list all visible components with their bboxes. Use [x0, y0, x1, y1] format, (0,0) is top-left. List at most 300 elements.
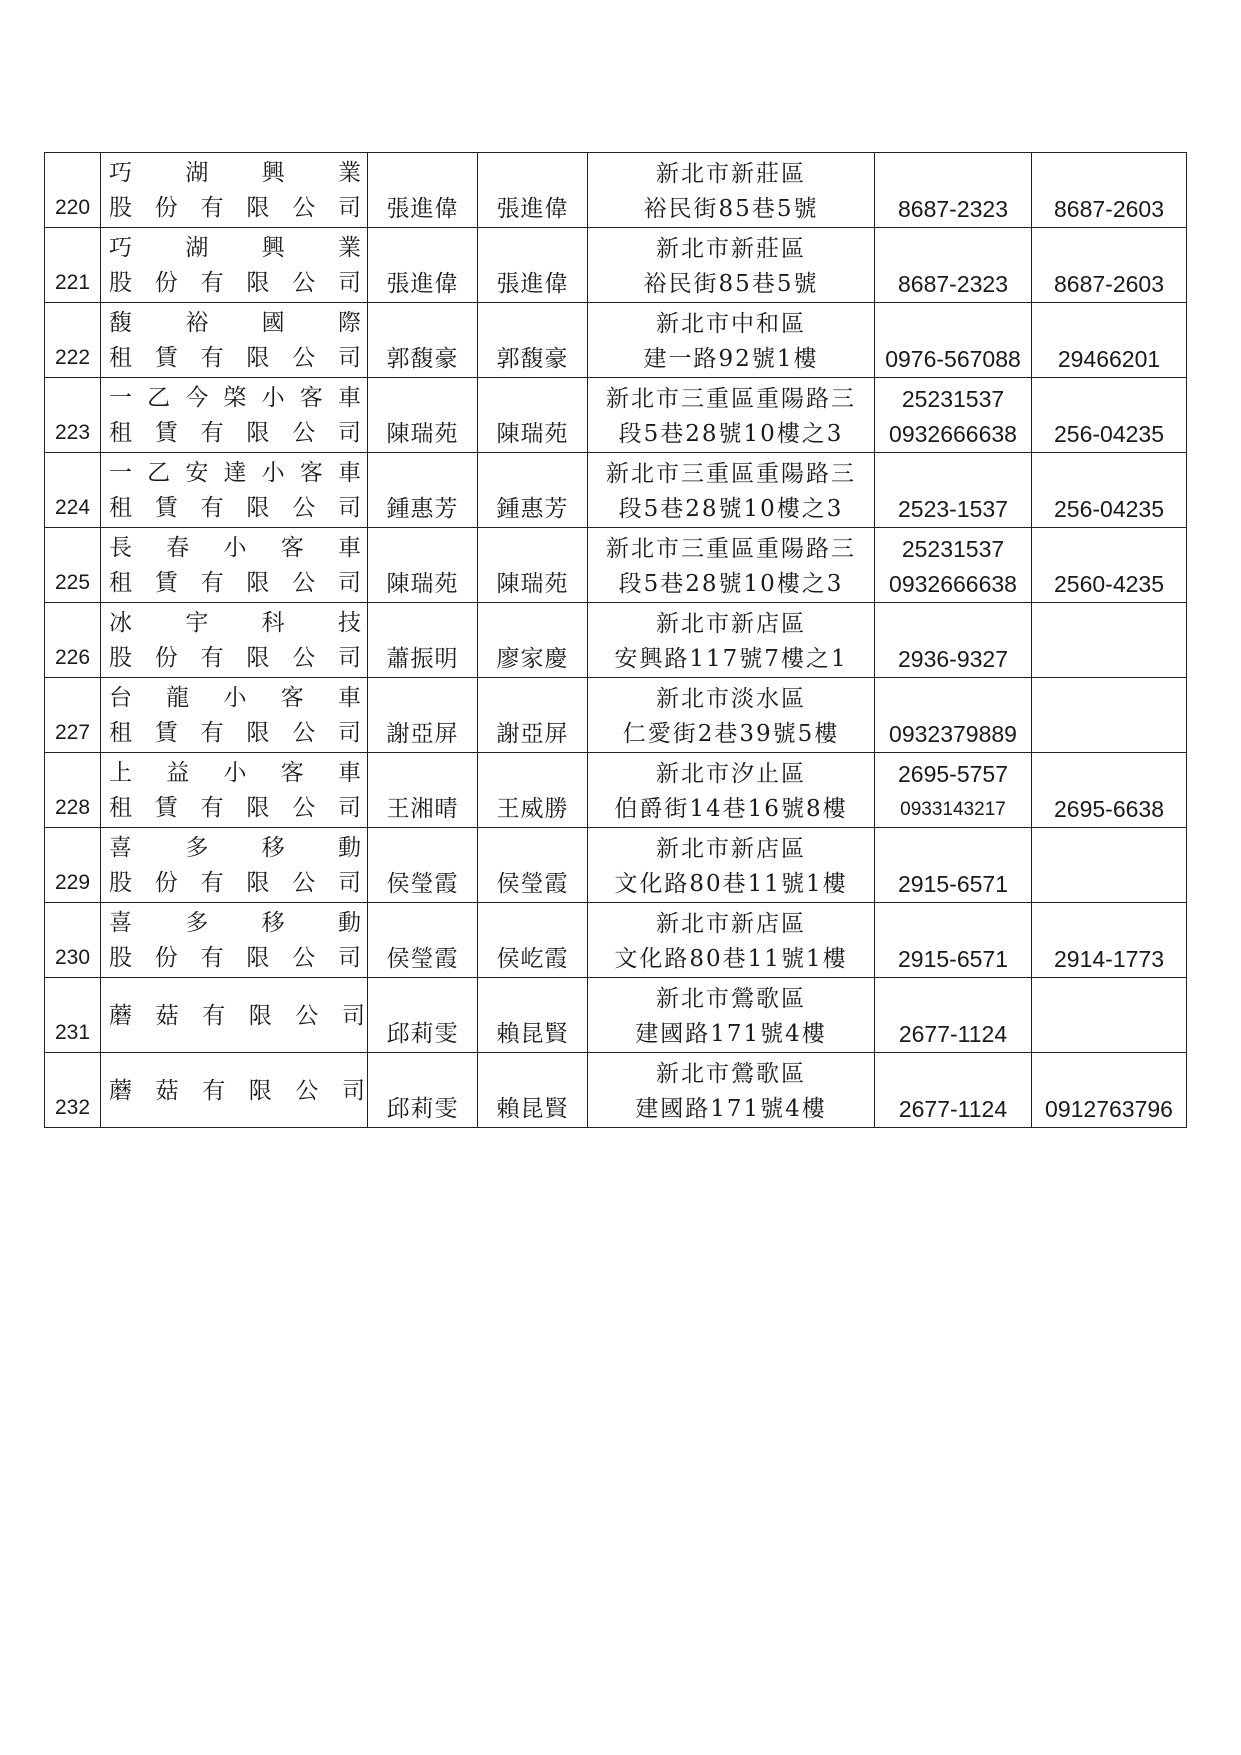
- company-name-char: 限: [246, 795, 270, 821]
- company-name-char: 司: [337, 945, 361, 971]
- company-name-char: 移: [261, 835, 285, 861]
- company-name-char: 小: [261, 385, 285, 411]
- phone-number: [875, 982, 1031, 1017]
- phone-number: [875, 1057, 1031, 1092]
- manager: 陳瑞苑: [478, 528, 588, 603]
- company-name-char: 公: [292, 195, 316, 221]
- address-cell: [588, 153, 875, 228]
- company-name-char: 台: [109, 685, 132, 711]
- company-name-char: 棨: [223, 385, 247, 411]
- company-name-char: 多: [185, 910, 209, 936]
- company-name-char: 租: [109, 720, 132, 746]
- manager: 張進偉: [478, 153, 588, 228]
- company-name-char: 限: [246, 420, 270, 446]
- company-name-char: 車: [338, 685, 361, 711]
- row-number: 227: [45, 678, 101, 753]
- company-name-char: 巧: [109, 160, 132, 186]
- company-name-char: 份: [154, 270, 178, 296]
- company-name-char: 喜: [109, 835, 132, 861]
- address-cell: [588, 453, 875, 528]
- fax-number: 8687-2603: [1032, 228, 1187, 303]
- company-name-char: 公: [292, 270, 316, 296]
- company-name-char: 技: [337, 610, 361, 636]
- address-line: 新北市中和區: [656, 311, 806, 337]
- phone-number: 2915-6571: [898, 871, 1008, 897]
- representative: 侯瑩霞: [368, 903, 478, 978]
- company-name-char: 司: [337, 645, 361, 671]
- company-name-char: 份: [154, 645, 178, 671]
- company-name-char: 限: [246, 870, 270, 896]
- company-name-char: 有: [200, 645, 224, 671]
- company-name-char: 有: [202, 1002, 226, 1029]
- row-number: 232: [45, 1053, 101, 1128]
- company-name-char: 際: [337, 310, 361, 336]
- phone-number: [875, 307, 1031, 342]
- address-line: 新北市新莊區: [656, 236, 806, 262]
- company-name-cell: [101, 378, 368, 453]
- row-number: 222: [45, 303, 101, 378]
- fax-number: [1032, 678, 1187, 753]
- phone-number: 0933143217: [900, 799, 1006, 820]
- company-name-cell: [101, 753, 368, 828]
- company-name-char: 乙: [147, 460, 171, 486]
- address-line: 建一路92號1樓: [643, 346, 819, 372]
- company-name-char: 賃: [154, 570, 178, 596]
- table-row: [45, 228, 1187, 303]
- company-name-char: 限: [246, 270, 270, 296]
- fax-number: [1032, 828, 1187, 903]
- table-row: [45, 678, 1187, 753]
- row-number: 226: [45, 603, 101, 678]
- phone-number: 25231537: [901, 536, 1005, 562]
- phone-number: 2677-1124: [898, 1096, 1008, 1122]
- fax-number: 29466201: [1032, 303, 1187, 378]
- company-name-char: 有: [200, 795, 224, 821]
- manager: 郭馥豪: [478, 303, 588, 378]
- representative: 郭馥豪: [368, 303, 478, 378]
- manager: 鍾惠芳: [478, 453, 588, 528]
- phone-number: [875, 832, 1031, 867]
- company-name-cell: [101, 678, 368, 753]
- company-name-char: 興: [261, 235, 285, 261]
- company-name-char: 司: [337, 720, 361, 746]
- company-name-line: [101, 566, 367, 601]
- table-row: [45, 378, 1187, 453]
- phone-cell: [875, 378, 1032, 453]
- phone-number: 25231537: [901, 386, 1005, 412]
- company-name-char: 租: [109, 345, 132, 371]
- representative: 邱莉雯: [368, 1053, 478, 1128]
- phone-number: 2677-1124: [898, 1021, 1008, 1047]
- company-name-char: 車: [337, 460, 361, 486]
- phone-cell: [875, 528, 1032, 603]
- phone-number: 8687-2323: [898, 271, 1008, 297]
- company-name-cell: [101, 528, 368, 603]
- company-name-char: 份: [154, 870, 178, 896]
- company-name-char: 宇: [185, 610, 209, 636]
- company-name-cell: [101, 453, 368, 528]
- company-name-cell: [101, 228, 368, 303]
- address-cell: [588, 378, 875, 453]
- row-number: 223: [45, 378, 101, 453]
- company-name-char: 達: [223, 460, 247, 486]
- phone-cell: [875, 828, 1032, 903]
- company-name-char: 賃: [154, 495, 178, 521]
- row-number: 230: [45, 903, 101, 978]
- company-name-char: 賃: [154, 420, 178, 446]
- address-cell: [588, 303, 875, 378]
- company-name-char: 有: [200, 570, 224, 596]
- address-cell: [588, 828, 875, 903]
- table-row: [45, 153, 1187, 228]
- company-name-char: 司: [337, 870, 361, 896]
- phone-number: 0932379889: [889, 721, 1017, 747]
- representative: 張進偉: [368, 228, 478, 303]
- company-name-char: 有: [202, 1077, 226, 1104]
- fax-number: [1032, 603, 1187, 678]
- address-line: 文化路80巷11號1樓: [614, 946, 848, 972]
- company-name-char: 湖: [185, 160, 209, 186]
- row-number: 221: [45, 228, 101, 303]
- company-name-char: 司: [337, 570, 361, 596]
- company-name-char: 賃: [154, 345, 178, 371]
- company-name-line: [101, 756, 367, 791]
- company-name-char: 公: [292, 570, 316, 596]
- address-cell: [588, 603, 875, 678]
- company-name-char: 上: [109, 760, 132, 786]
- phone-number: [875, 232, 1031, 267]
- company-name-char: 司: [341, 1077, 365, 1104]
- row-number: 229: [45, 828, 101, 903]
- company-name-char: 司: [337, 795, 361, 821]
- address-cell: [588, 753, 875, 828]
- company-name-char: 限: [246, 570, 270, 596]
- address-line: 段5巷28號10樓之3: [618, 571, 844, 597]
- company-name-char: 有: [200, 270, 224, 296]
- phone-cell: [875, 303, 1032, 378]
- company-name-char: 小: [261, 460, 285, 486]
- company-name-char: 小: [223, 685, 247, 711]
- manager: 賴昆賢: [478, 1053, 588, 1128]
- company-name-line: [101, 906, 367, 941]
- phone-cell: [875, 603, 1032, 678]
- address-line: 裕民街85巷5號: [643, 271, 819, 297]
- company-name-line: [101, 156, 367, 191]
- company-name-char: 有: [200, 495, 224, 521]
- company-name-char: 租: [109, 495, 132, 521]
- phone-cell: [875, 678, 1032, 753]
- company-name-char: 租: [109, 795, 132, 821]
- row-number: 220: [45, 153, 101, 228]
- company-name-line: [101, 866, 367, 901]
- address-line: 建國路171號4樓: [635, 1021, 827, 1047]
- company-name-char: 移: [261, 910, 285, 936]
- company-name-char: 股: [109, 645, 132, 671]
- company-name-char: 有: [200, 720, 224, 746]
- address-line: 裕民街85巷5號: [643, 196, 819, 222]
- company-name-char: 春: [166, 535, 190, 561]
- company-name-char: 公: [292, 645, 316, 671]
- company-name-char: 司: [341, 1002, 365, 1029]
- company-name-char: 股: [109, 870, 132, 896]
- address-cell: [588, 678, 875, 753]
- phone-number: 2915-6571: [898, 946, 1008, 972]
- company-name: [101, 455, 367, 527]
- company-name-char: 司: [337, 345, 361, 371]
- address-line: 伯爵街14巷16號8樓: [614, 796, 848, 822]
- representative: 侯瑩霞: [368, 828, 478, 903]
- phone-number: 2936-9327: [898, 646, 1008, 672]
- company-name-line: [101, 456, 367, 491]
- table-row: [45, 753, 1187, 828]
- company-name: [101, 830, 367, 902]
- company-name-char: 車: [338, 760, 361, 786]
- phone-cell: [875, 753, 1032, 828]
- manager: 謝亞屏: [478, 678, 588, 753]
- company-name-char: 股: [109, 945, 132, 971]
- company-name: [101, 905, 367, 977]
- company-name-char: 限: [248, 1077, 272, 1104]
- company-name-char: 司: [337, 270, 361, 296]
- company-name-line: [101, 191, 367, 226]
- phone-number: [875, 682, 1031, 717]
- address-line: 新北市三重區重陽路三: [606, 536, 856, 562]
- company-name-char: 馥: [109, 310, 132, 336]
- company-name-char: 動: [337, 835, 361, 861]
- table-row: [45, 978, 1187, 1053]
- phone-cell: [875, 1053, 1032, 1128]
- company-name-char: 科: [261, 610, 285, 636]
- company-name-char: 租: [109, 420, 132, 446]
- company-name-cell: [101, 603, 368, 678]
- company-name-char: 一: [109, 460, 132, 486]
- company-name-char: 司: [337, 195, 361, 221]
- company-name-char: 龍: [166, 685, 190, 711]
- company-name-line: [101, 266, 367, 301]
- company-table: [44, 152, 1187, 1128]
- company-name-line: [101, 606, 367, 641]
- company-name-line: [101, 416, 367, 451]
- manager: 張進偉: [478, 228, 588, 303]
- address-line: 新北市新店區: [656, 836, 806, 862]
- representative: 陳瑞苑: [368, 378, 478, 453]
- company-name-line: [101, 641, 367, 676]
- address-line: 新北市新店區: [656, 611, 806, 637]
- manager: 陳瑞苑: [478, 378, 588, 453]
- company-name-char: 賃: [154, 720, 178, 746]
- phone-number: 0932666638: [889, 421, 1017, 447]
- table-row: [45, 828, 1187, 903]
- table-row: [45, 603, 1187, 678]
- company-name-cell: [101, 903, 368, 978]
- company-name-line: [101, 941, 367, 976]
- company-name-char: 客: [280, 535, 304, 561]
- address-line: 新北市淡水區: [656, 686, 806, 712]
- company-name-char: 裕: [185, 310, 209, 336]
- company-name: [101, 155, 367, 227]
- address-cell: [588, 1053, 875, 1128]
- company-name-char: 國: [261, 310, 285, 336]
- phone-cell: [875, 978, 1032, 1053]
- company-name-char: 長: [109, 535, 132, 561]
- company-name-cell: [101, 978, 368, 1053]
- phone-number: 2695-5757: [898, 761, 1008, 787]
- phone-cell: [875, 228, 1032, 303]
- company-name: [101, 380, 367, 452]
- address-line: 新北市新莊區: [656, 161, 806, 187]
- phone-number: 8687-2323: [898, 196, 1008, 222]
- company-name-char: 限: [246, 945, 270, 971]
- manager: 王威勝: [478, 753, 588, 828]
- company-name-char: 限: [246, 195, 270, 221]
- company-name-line: [101, 491, 367, 526]
- company-name-line: [101, 681, 367, 716]
- company-name-char: 限: [246, 645, 270, 671]
- company-name-char: 有: [200, 945, 224, 971]
- fax-number: 0912763796: [1032, 1053, 1187, 1128]
- company-name-char: 湖: [185, 235, 209, 261]
- company-name-char: 喜: [109, 910, 132, 936]
- phone-cell: [875, 153, 1032, 228]
- row-number: 225: [45, 528, 101, 603]
- address-line: 段5巷28號10樓之3: [618, 421, 844, 447]
- company-name-line: [101, 341, 367, 376]
- company-name: [101, 1055, 367, 1127]
- company-name: [101, 230, 367, 302]
- address-line: 建國路171號4樓: [635, 1096, 827, 1122]
- company-name-char: 小: [223, 760, 247, 786]
- company-name-char: 巧: [109, 235, 132, 261]
- company-name: [101, 605, 367, 677]
- company-name-char: 公: [292, 720, 316, 746]
- address-cell: [588, 528, 875, 603]
- address-line: 新北市三重區重陽路三: [606, 461, 856, 487]
- address-line: 段5巷28號10樓之3: [618, 496, 844, 522]
- phone-number: [875, 907, 1031, 942]
- address-cell: [588, 978, 875, 1053]
- fax-number: 256-04235: [1032, 378, 1187, 453]
- company-name-line: [101, 231, 367, 266]
- manager: 侯瑩霞: [478, 828, 588, 903]
- company-name: [101, 680, 367, 752]
- company-name-cell: [101, 828, 368, 903]
- company-name-char: 菇: [155, 1077, 179, 1104]
- company-name: [101, 305, 367, 377]
- representative: 王湘晴: [368, 753, 478, 828]
- representative: 蕭振明: [368, 603, 478, 678]
- company-name-char: 客: [299, 460, 323, 486]
- company-name-char: 今: [185, 385, 209, 411]
- company-name-cell: [101, 1053, 368, 1128]
- company-name-char: 車: [338, 535, 361, 561]
- table-row: [45, 903, 1187, 978]
- fax-number: 2560-4235: [1032, 528, 1187, 603]
- company-name: [101, 755, 367, 827]
- address-line: 新北市鶯歌區: [656, 986, 806, 1012]
- company-name-char: 限: [248, 1002, 272, 1029]
- company-name: [101, 980, 367, 1052]
- company-name-char: 客: [280, 685, 304, 711]
- company-name-char: 小: [223, 535, 247, 561]
- table-row: [45, 303, 1187, 378]
- company-name-char: 業: [337, 160, 361, 186]
- address-line: 新北市汐止區: [656, 761, 806, 787]
- representative: 陳瑞苑: [368, 528, 478, 603]
- address-line: 新北市新店區: [656, 911, 806, 937]
- company-name-char: 乙: [147, 385, 171, 411]
- address-line: 新北市三重區重陽路三: [606, 386, 856, 412]
- table-body: [45, 153, 1187, 1128]
- phone-number: [875, 457, 1031, 492]
- representative: 邱莉雯: [368, 978, 478, 1053]
- company-name-line: [101, 531, 367, 566]
- company-name-char: 賃: [154, 795, 178, 821]
- company-name: [101, 530, 367, 602]
- address-line: 文化路80巷11號1樓: [614, 871, 848, 897]
- manager: 廖家慶: [478, 603, 588, 678]
- phone-number: [875, 607, 1031, 642]
- row-number: 224: [45, 453, 101, 528]
- representative: 鍾惠芳: [368, 453, 478, 528]
- fax-number: 2695-6638: [1032, 753, 1187, 828]
- company-name-char: 益: [166, 760, 190, 786]
- company-name-char: 興: [261, 160, 285, 186]
- company-name-line: [101, 381, 367, 416]
- company-name-char: 有: [200, 870, 224, 896]
- company-name-char: 有: [200, 420, 224, 446]
- company-name-char: 份: [154, 945, 178, 971]
- company-name-char: 公: [292, 795, 316, 821]
- company-name-char: 份: [154, 195, 178, 221]
- fax-number: [1032, 978, 1187, 1053]
- representative: 張進偉: [368, 153, 478, 228]
- company-name-char: 一: [109, 385, 132, 411]
- company-name-char: 客: [299, 385, 323, 411]
- company-name-char: 多: [185, 835, 209, 861]
- table-row: [45, 528, 1187, 603]
- row-number: 228: [45, 753, 101, 828]
- company-name-line: [101, 716, 367, 751]
- company-name-char: 車: [337, 385, 361, 411]
- company-name-char: 有: [200, 345, 224, 371]
- manager: 賴昆賢: [478, 978, 588, 1053]
- company-name-char: 公: [295, 1077, 319, 1104]
- company-name-char: 蘑: [109, 1002, 132, 1029]
- company-name-char: 司: [337, 495, 361, 521]
- company-name-char: 公: [292, 495, 316, 521]
- address-cell: [588, 228, 875, 303]
- address-line: 安興路117號7樓之1: [614, 646, 848, 672]
- company-name-char: 公: [292, 420, 316, 446]
- address-line: 新北市鶯歌區: [656, 1061, 806, 1087]
- company-name-char: 租: [109, 570, 132, 596]
- address-line: 仁愛街2巷39號5樓: [622, 721, 840, 747]
- row-number: 231: [45, 978, 101, 1053]
- company-name-char: 股: [109, 195, 132, 221]
- company-name-char: 蘑: [109, 1077, 132, 1104]
- phone-number: 0976-567088: [885, 346, 1021, 372]
- company-name-char: 公: [292, 345, 316, 371]
- company-name-char: 安: [185, 460, 209, 486]
- company-name-char: 股: [109, 270, 132, 296]
- company-name-line: [101, 980, 367, 1052]
- phone-number: 0932666638: [889, 571, 1017, 597]
- company-name-char: 客: [280, 760, 304, 786]
- company-name-char: 限: [246, 495, 270, 521]
- phone-cell: [875, 903, 1032, 978]
- company-name-line: [101, 306, 367, 341]
- company-name-char: 有: [200, 195, 224, 221]
